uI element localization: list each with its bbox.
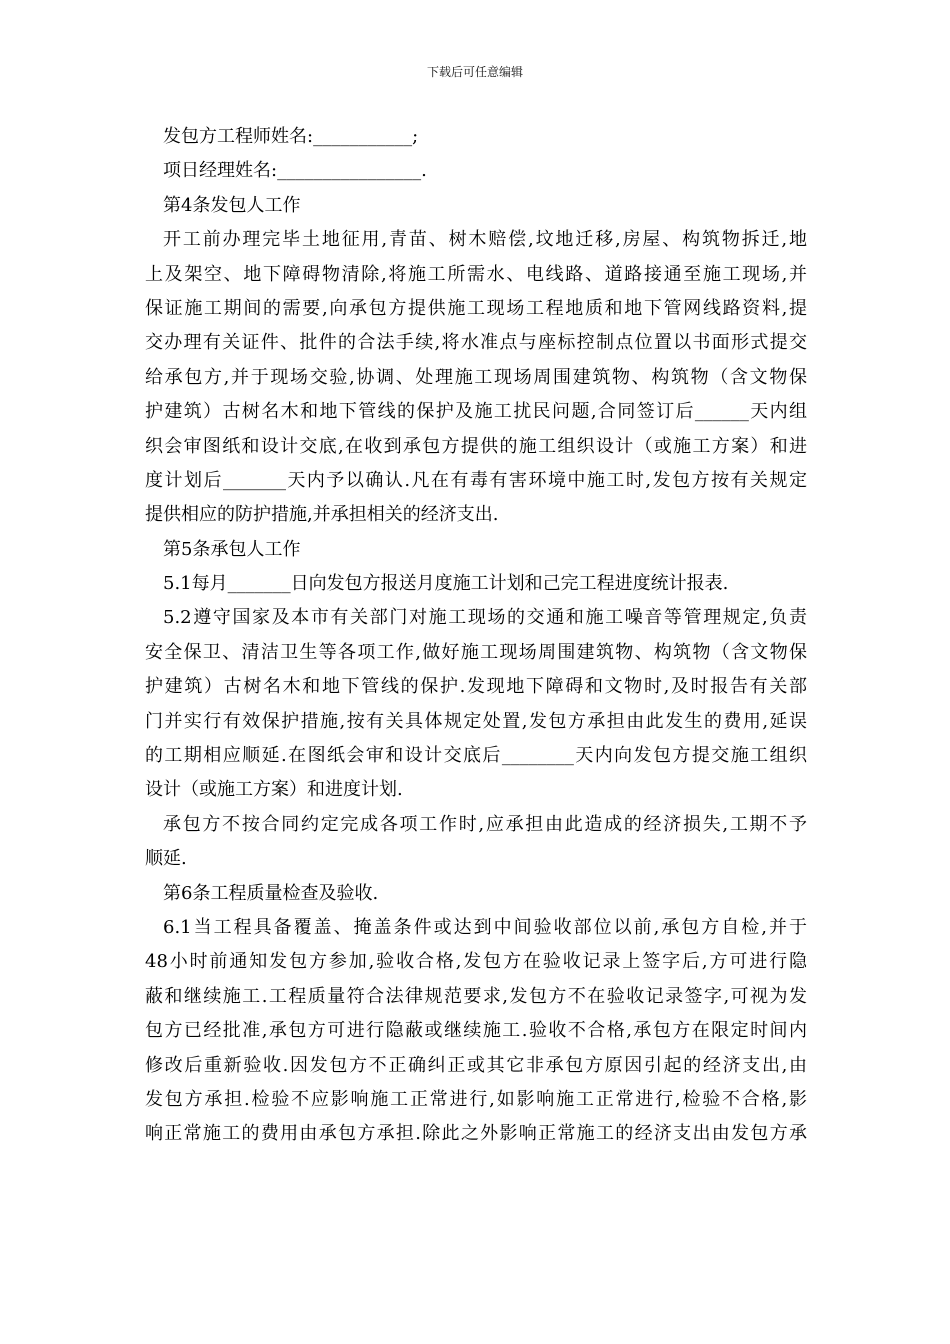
text-line: 5.1每月_______日向发包方报送月度施工计划和己完工程进度统计报表. bbox=[163, 573, 729, 595]
text-line: 承包方不按合同约定完成各项工作时,应承担由此造成的经济损失,工期不予 bbox=[163, 813, 807, 835]
text-line: 保证施工期间的需要,向承包方提供施工现场工程地质和地下管网线路资料,提 bbox=[145, 297, 807, 319]
page-header: 下载后可任意编辑 bbox=[426, 65, 523, 79]
text-line: 响正常施工的费用由承包方承担.除此之外影响正常施工的经济支出由发包方承 bbox=[145, 1123, 807, 1145]
text-line: 第5条承包人工作 bbox=[163, 538, 301, 560]
text-line: 度计划后_______天内予以确认.凡在有毒有害环境中施工时,发包方按有关规定 bbox=[145, 469, 807, 491]
text-line: 提供相应的防护措施,并承担相关的经济支出. bbox=[145, 504, 499, 526]
text-line: 6.1当工程具备覆盖、掩盖条件或达到中间验收部位以前,承包方自检,并于 bbox=[163, 916, 807, 938]
text-line: 开工前办理完毕土地征用,青苗、树木赔偿,坟地迁移,房屋、构筑物拆迁,地 bbox=[163, 229, 807, 251]
text-line: 门并实行有效保护措施,按有关具体规定处置,发包方承担由此发生的费用,延误 bbox=[145, 710, 807, 732]
text-line: 蔽和继续施工.工程质量符合法律规范要求,发包方不在验收记录签字,可视为发 bbox=[145, 985, 807, 1007]
text-line: 第6条工程质量检查及验收. bbox=[163, 882, 379, 904]
text-line: 上及架空、地下障碍物清除,将施工所需水、电线路、道路接通至施工现场,并 bbox=[145, 263, 807, 285]
text-line: 设计（或施工方案）和进度计划. bbox=[145, 779, 403, 801]
text-line: 修改后重新验收.因发包方不正确纠正或其它非承包方原因引起的经济支出,由 bbox=[145, 1054, 807, 1076]
text-line: 安全保卫、清洁卫生等各项工作,做好施工现场周围建筑物、构筑物（含文物保 bbox=[145, 641, 807, 663]
text-line: 48小时前通知发包方参加,验收合格,发包方在验收记录上签字后,方可进行隐 bbox=[145, 951, 807, 973]
text-line: 项日经理姓名:________________. bbox=[163, 160, 427, 182]
document-body bbox=[145, 120, 807, 1152]
text-line: 织会审图纸和设计交底,在收到承包方提供的施工组织设计（或施工方案）和进 bbox=[145, 435, 807, 457]
text-line: 护建筑）古树名木和地下管线的保护.发现地下障碍和文物时,及时报告有关部 bbox=[145, 676, 807, 698]
text-line: 给承包方,并于现场交验,协调、处理施工现场周围建筑物、构筑物（含文物保 bbox=[145, 366, 807, 388]
text-line: 5.2遵守国家及本市有关部门对施工现场的交通和施工噪音等管理规定,负责 bbox=[163, 607, 807, 629]
text-line: 发包方承担.检验不应影响施工正常进行,如影响施工正常进行,检验不合格,影 bbox=[145, 1088, 807, 1110]
text-line: 护建筑）古树名木和地下管线的保护及施工扰民问题,合同签订后______天内组 bbox=[145, 401, 807, 423]
text-line: 交办理有关证件、批件的合法手续,将水准点与座标控制点位置以书面形式提交 bbox=[145, 332, 807, 354]
text-line: 的工期相应顺延.在图纸会审和设计交底后________天内向发包方提交施工组织 bbox=[145, 745, 807, 767]
text-line: 顺延. bbox=[145, 848, 187, 870]
text-line: 第4条发包人工作 bbox=[163, 194, 301, 216]
text-line: 包方已经批准,承包方可进行隐蔽或继续施工.验收不合格,承包方在限定时间内 bbox=[145, 1020, 807, 1042]
text-line: 发包方工程师姓名:___________; bbox=[163, 126, 419, 147]
